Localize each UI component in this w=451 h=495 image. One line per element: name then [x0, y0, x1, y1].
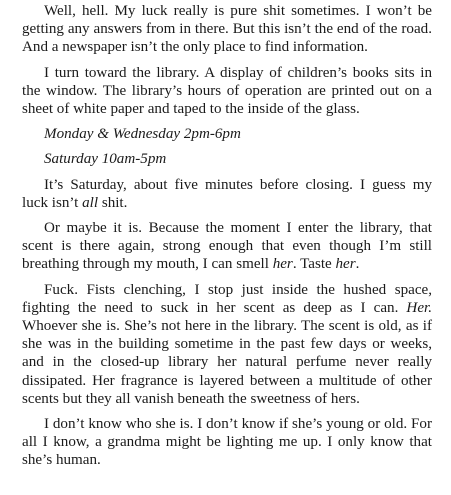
text-segment: Saturday 10am-5pm: [44, 151, 167, 168]
text-segment: .: [355, 256, 360, 273]
emphasis: her: [272, 256, 293, 273]
paragraph: [22, 64, 432, 119]
paragraph: [22, 415, 432, 470]
text-segment: Monday & Wednesday 2pm-6pm: [44, 126, 241, 143]
emphasis: Her.: [406, 299, 432, 316]
text-segment: shit.: [98, 194, 128, 211]
text-segment: I turn toward the library. A display of children’s books sits in the window. The library’s hours of operation are printed out on a sheet of white paper and taped to the inside of the glass.: [22, 64, 432, 118]
emphasis: her: [335, 256, 356, 273]
text-segment: Fuck. Fists clenching, I stop just inside the hushed space, fighting the need to suck in her scent as deep as I can.: [22, 281, 432, 316]
book-page: [22, 2, 432, 477]
text-segment: . Taste: [292, 256, 336, 273]
paragraph: [22, 219, 432, 274]
emphasis: all: [82, 194, 99, 211]
text-segment: I don’t know who she is. I don’t know if she’s young or old. For all I know, a grandma might be lighting me up. I only know that she’s human.: [22, 416, 432, 469]
paragraph: [22, 281, 432, 408]
text-segment: Whoever she is. She’s not here in the library. The scent is old, as if she was in the building sometime in the past few days or weeks, and in the closed-up library her natural perfume never really dissipated. Her fragrance is layered between a multitude of other scents but they all vanish beneath the sweetness of hers.: [22, 318, 432, 407]
library-hours-saturday: [22, 150, 432, 168]
library-hours-weekday: [22, 125, 432, 143]
text-segment: Or maybe it is. Because the moment I enter the library, that scent is there again, strong enough that even though I’m still breathing through my mouth, I can smell: [22, 220, 432, 273]
text-segment: It’s Saturday, about five minutes before closing. I guess my luck isn’t: [22, 176, 432, 211]
paragraph: [22, 2, 432, 57]
text-segment: Well, hell. My luck really is pure shit sometimes. I won’t be getting any answers from in there. But this isn’t the end of the road. And a newspaper isn’t the only place to find information.: [22, 3, 432, 56]
paragraph: [22, 176, 432, 212]
